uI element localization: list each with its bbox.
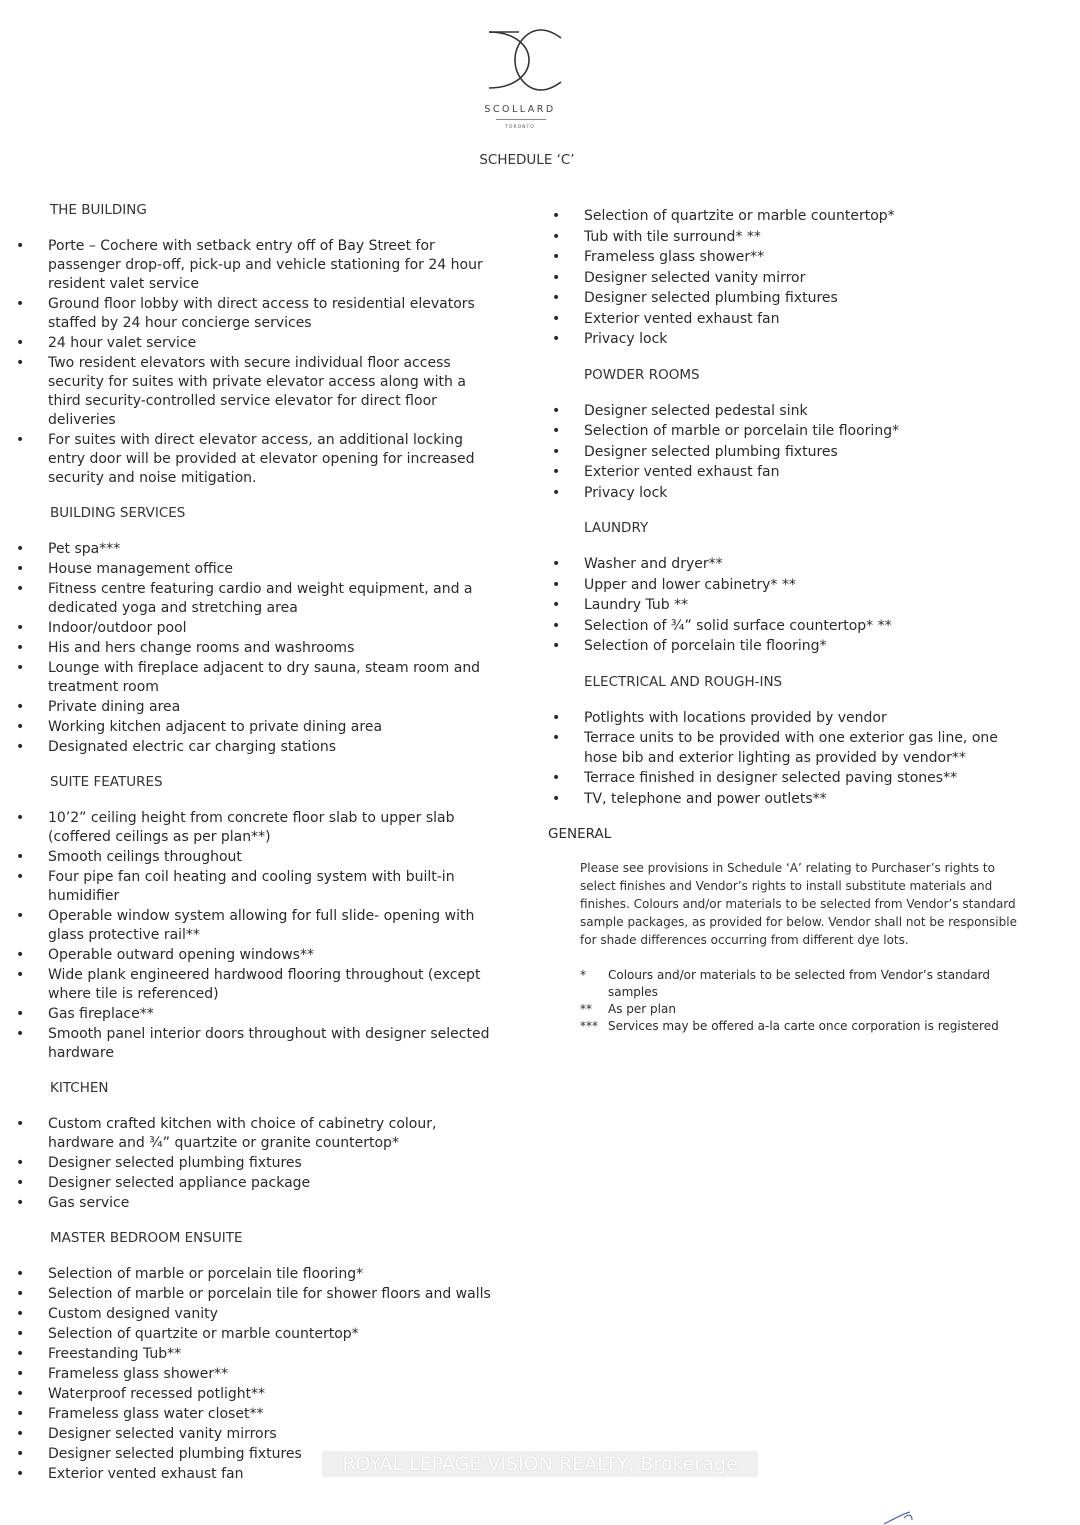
- logo-wordmark: SCOLLARD: [484, 104, 556, 115]
- list-item: • Waterproof recessed potlight**: [10, 1385, 500, 1404]
- list-item: • Frameless glass water closet**: [10, 1405, 500, 1424]
- list-item: • Terrace units to be provided with one exterior gas line, one hose bib and exterior lighting as provided by vendor**: [546, 729, 1026, 768]
- list-item: • 24 hour valet service: [10, 334, 500, 353]
- list-item: • Selection of ¾” solid surface countertop* **: [546, 617, 1026, 637]
- list-item: • Four pipe fan coil heating and cooling system with built-in humidifier: [10, 868, 500, 906]
- footnote-mark: **: [580, 1002, 592, 1016]
- list-item: • Gas fireplace**: [10, 1005, 500, 1024]
- page-title: SCHEDULE ‘C’: [479, 152, 575, 168]
- left-column: [10, 202, 500, 1501]
- list-item: • Designer selected plumbing fixtures: [10, 1445, 500, 1464]
- list-item: • Fitness centre featuring cardio and weight equipment, and a dedicated yoga and stretching area: [10, 580, 500, 618]
- list-item: • Gas service: [10, 1194, 500, 1213]
- bullet-list: [546, 555, 1026, 657]
- logo-city: TORONTO: [505, 125, 535, 130]
- right-sections: [546, 207, 1026, 809]
- section-heading: POWDER ROOMS: [584, 366, 700, 383]
- section-heading: KITCHEN: [50, 1080, 109, 1096]
- footnote: [580, 967, 1026, 1001]
- list-item: • Designer selected appliance package: [10, 1174, 500, 1193]
- list-item: • Smooth ceilings throughout: [10, 848, 500, 867]
- list-item: • TV, telephone and power outlets**: [546, 790, 1026, 810]
- list-item: • Designer selected plumbing fixtures: [546, 289, 1026, 309]
- list-item: • Frameless glass shower**: [10, 1365, 500, 1384]
- list-item: • Selection of quartzite or marble countertop*: [10, 1325, 500, 1344]
- list-item: • Frameless glass shower**: [546, 248, 1026, 268]
- list-item: • Exterior vented exhaust fan: [546, 463, 1026, 483]
- list-item: • Designer selected plumbing fixtures: [10, 1154, 500, 1173]
- list-item: • Exterior vented exhaust fan: [546, 310, 1026, 330]
- list-item: • Working kitchen adjacent to private dining area: [10, 718, 500, 737]
- list-item: • Designer selected vanity mirror: [546, 269, 1026, 289]
- list-item: • Private dining area: [10, 698, 500, 717]
- scollard-monogram-icon: [475, 22, 575, 102]
- list-item: • Designer selected pedestal sink: [546, 402, 1026, 422]
- bullet-list: [10, 540, 500, 757]
- general-heading: GENERAL: [548, 826, 612, 842]
- list-item: • Selection of marble or porcelain tile flooring*: [10, 1265, 500, 1284]
- signature-mark-icon: [880, 1508, 920, 1525]
- list-item: • Pet spa***: [10, 540, 500, 559]
- section-heading: MASTER BEDROOM ENSUITE: [50, 1230, 243, 1246]
- list-item: • 10’2” ceiling height from concrete floor slab to upper slab (coffered ceilings as per plan**): [10, 809, 500, 847]
- list-item: • Tub with tile surround* **: [546, 228, 1026, 248]
- footnote: [580, 1001, 1026, 1018]
- list-item: • Selection of porcelain tile flooring*: [546, 637, 1026, 657]
- list-item: • Terrace finished in designer selected paving stones**: [546, 769, 1026, 789]
- list-item: • Upper and lower cabinetry* **: [546, 576, 1026, 596]
- footnote: [580, 1018, 1026, 1035]
- list-item: • Two resident elevators with secure individual floor access security for suites with private elevator access along with a third security-controlled service elevator for direct floor deliveries: [10, 354, 500, 430]
- list-item: • Custom crafted kitchen with choice of cabinetry colour, hardware and ¾” quartzite or granite countertop*: [10, 1115, 500, 1153]
- list-item: • Lounge with fireplace adjacent to dry sauna, steam room and treatment room: [10, 659, 500, 697]
- footnote-text: Colours and/or materials to be selected from Vendor’s standard samples: [608, 968, 991, 999]
- right-column: [546, 207, 1026, 1035]
- scollard-logo: [470, 22, 580, 140]
- list-item: • For suites with direct elevator access, an additional locking entry door will be provided at elevator opening for increased security and noise mitigation.: [10, 431, 500, 488]
- bullet-list: [10, 237, 500, 488]
- bullet-list: [10, 809, 500, 1063]
- list-item: • Selection of quartzite or marble countertop*: [546, 207, 1026, 227]
- list-item: • Smooth panel interior doors throughout with designer selected hardware: [10, 1025, 500, 1063]
- list-item: • Custom designed vanity: [10, 1305, 500, 1324]
- list-item: • Wide plank engineered hardwood flooring throughout (except where tile is referenced): [10, 966, 500, 1004]
- list-item: • Washer and dryer**: [546, 555, 1026, 575]
- list-item: • Indoor/outdoor pool: [10, 619, 500, 638]
- section-heading: BUILDING SERVICES: [50, 505, 186, 521]
- list-item: • House management office: [10, 560, 500, 579]
- list-item: • Operable window system allowing for full slide- opening with glass protective rail**: [10, 907, 500, 945]
- list-item: • Ground floor lobby with direct access to residential elevators staffed by 24 hour concierge services: [10, 295, 500, 333]
- section-heading: SUITE FEATURES: [50, 774, 163, 790]
- list-item: • Freestanding Tub**: [10, 1345, 500, 1364]
- list-item: • Selection of marble or porcelain tile for shower floors and walls: [10, 1285, 500, 1304]
- list-item: • Designer selected vanity mirrors: [10, 1425, 500, 1444]
- section-heading: ELECTRICAL AND ROUGH-INS: [584, 673, 783, 690]
- footnotes: [580, 967, 1026, 1035]
- section-heading: THE BUILDING: [50, 202, 147, 218]
- footnote-mark: ***: [580, 1019, 598, 1033]
- list-item: • Potlights with locations provided by vendor: [546, 709, 1026, 729]
- general-paragraph: Please see provisions in Schedule ‘A’ relating to Purchaser’s rights to select finishes and Vendor’s rights to install substitute materials and finishes. Colours and/or materials to be selected from Vendor’s standard sample packages, as provided for below. Vendor shall not be responsible for shade differences occurring from different dye lots.: [580, 861, 1017, 947]
- list-item: • Selection of marble or porcelain tile flooring*: [546, 422, 1026, 442]
- section-heading: LAUNDRY: [584, 520, 649, 536]
- bullet-list: [546, 709, 1026, 810]
- list-item: • Laundry Tub **: [546, 596, 1026, 616]
- bullet-list: [546, 402, 1026, 504]
- list-item: • His and hers change rooms and washrooms: [10, 639, 500, 658]
- footnote-text: Services may be offered a-la carte once corporation is registered: [608, 1019, 999, 1033]
- list-item: • Privacy lock: [546, 330, 1026, 350]
- list-item: • Porte – Cochere with setback entry off of Bay Street for passenger drop-off, pick-up and vehicle stationing for 24 hour resident valet service: [10, 237, 500, 294]
- brokerage-watermark: ROYAL LEPAGE VISION REALTY, Brokerage: [322, 1451, 758, 1477]
- list-item: • Designer selected plumbing fixtures: [546, 443, 1026, 463]
- footnote-text: As per plan: [608, 1002, 676, 1016]
- logo-divider: [496, 119, 546, 120]
- list-item: • Privacy lock: [546, 484, 1026, 504]
- list-item: • Exterior vented exhaust fan: [10, 1465, 500, 1484]
- list-item: • Designated electric car charging stations: [10, 738, 500, 757]
- bullet-list: [546, 207, 1026, 350]
- list-item: • Operable outward opening windows**: [10, 946, 500, 965]
- footnote-mark: *: [580, 968, 586, 982]
- bullet-list: [10, 1115, 500, 1213]
